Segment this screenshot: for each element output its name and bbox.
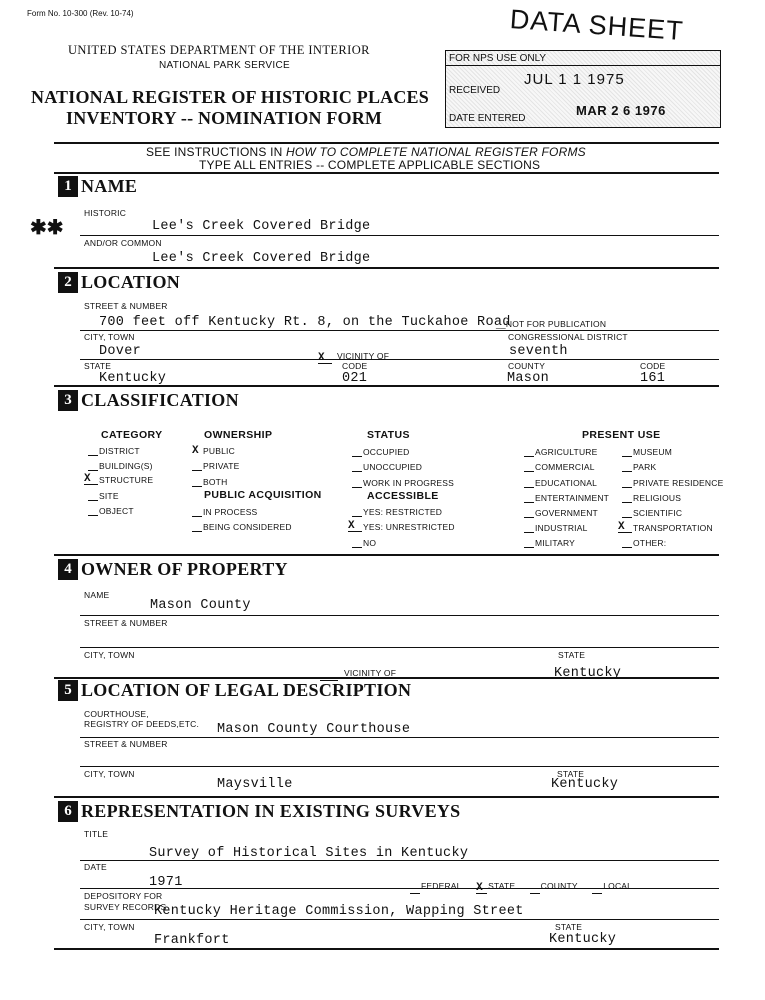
- accessible-restricted: [352, 507, 442, 517]
- courthouse-label-line2: REGISTRY OF DEEDS,ETC.: [84, 719, 200, 729]
- legal-street-label: STREET & NUMBER: [84, 739, 168, 749]
- survey-title-value: Survey of Historical Sites in Kentucky: [149, 846, 469, 861]
- city-town-label: CITY, TOWN: [84, 332, 135, 342]
- use-other: [622, 538, 666, 548]
- use-military-label: MILITARY: [535, 538, 576, 548]
- use-military: [524, 538, 575, 548]
- use-government-label: GOVERNMENT: [535, 508, 598, 518]
- section-5-title: LOCATION OF LEGAL DESCRIPTION: [81, 680, 412, 700]
- legal-city-label: CITY, TOWN: [84, 769, 135, 779]
- accessible-no: [352, 538, 376, 548]
- courthouse-value: Mason County Courthouse: [217, 722, 411, 737]
- use-museum: [622, 447, 672, 457]
- category-district-label: DISTRICT: [99, 446, 140, 456]
- depository-value: Kentucky Heritage Commission, Wapping Street: [154, 904, 524, 919]
- present-use-header: PRESENT USE: [582, 429, 661, 441]
- state-code-label: CODE: [342, 361, 368, 371]
- status-occupied: [352, 447, 409, 457]
- ownership-private-label: PRIVATE: [203, 461, 240, 471]
- use-government: [524, 508, 598, 518]
- acquisition-being-considered: [192, 522, 292, 532]
- accessible-header: ACCESSIBLE: [367, 490, 439, 502]
- owner-state-label: STATE: [558, 650, 586, 660]
- category-object: [88, 506, 134, 516]
- use-private-residence: [622, 478, 723, 488]
- section-3-number: 3: [58, 390, 78, 411]
- acquisition-in-process-label: IN PROCESS: [203, 507, 258, 517]
- form-title-line2: INVENTORY -- NOMINATION FORM: [66, 108, 383, 128]
- accessible-unrestricted-check: X: [348, 522, 362, 532]
- use-educational-check: [524, 478, 534, 488]
- use-commercial-check: [524, 462, 534, 472]
- use-entertainment-check: [524, 493, 534, 503]
- data-sheet-stamp: DATA SHEET: [508, 4, 685, 47]
- survey-state-value: Kentucky: [549, 932, 617, 947]
- accessible-no-label: NO: [363, 538, 377, 548]
- use-museum-check: [622, 447, 632, 457]
- use-entertainment-label: ENTERTAINMENT: [535, 493, 610, 503]
- date-entered-label: DATE ENTERED: [449, 113, 526, 124]
- status-work-in-progress-check: [352, 478, 362, 488]
- local-option-label: LOCAL: [603, 881, 633, 891]
- use-park-check: [622, 462, 632, 472]
- common-name-value: Lee's Creek Covered Bridge: [152, 251, 371, 266]
- use-private-residence-check: [622, 478, 632, 488]
- use-agriculture-label: AGRICULTURE: [535, 447, 598, 457]
- status-unoccupied-check: [352, 462, 362, 472]
- handwritten-asterisks: ✱✱: [30, 217, 64, 239]
- federal-label: FEDERAL: [421, 881, 462, 891]
- use-private-residence-label: PRIVATE RESIDENCE: [633, 478, 724, 488]
- use-museum-label: MUSEUM: [633, 447, 672, 457]
- depository-label-line1: DEPOSITORY FOR: [84, 891, 163, 901]
- use-industrial-label: INDUSTRIAL: [535, 523, 588, 533]
- owner-name-label: NAME: [84, 590, 110, 600]
- category-site: [88, 491, 119, 501]
- acquisition-in-process: [192, 507, 257, 517]
- use-religious: [622, 493, 681, 503]
- acquisition-being-considered-check: [192, 522, 202, 532]
- federal-check: [410, 884, 420, 894]
- legal-state-label: STATE: [557, 769, 585, 779]
- historic-name-value: Lee's Creek Covered Bridge: [152, 219, 371, 234]
- section-4-number: 4: [58, 559, 78, 580]
- section-3-header: [58, 390, 239, 411]
- common-name-label: AND/OR COMMON: [84, 238, 162, 248]
- street-number-value: 700 feet off Kentucky Rt. 8, on the Tuckahoe Road: [99, 315, 511, 330]
- use-transportation-check: X: [618, 523, 632, 533]
- use-park: [622, 462, 656, 472]
- city-town-value: Dover: [99, 344, 142, 359]
- nps-use-box: [445, 50, 721, 128]
- survey-city-label: CITY, TOWN: [84, 922, 135, 932]
- use-agriculture-check: [524, 447, 534, 457]
- depository-label-line2: SURVEY RECORDS: [84, 902, 167, 912]
- legal-city-value: Maysville: [217, 777, 293, 792]
- section-4-title: OWNER OF PROPERTY: [81, 559, 288, 579]
- instructions-guide-title: HOW TO COMPLETE NATIONAL REGISTER FORMS: [286, 145, 586, 159]
- survey-date-label: DATE: [84, 862, 107, 872]
- category-object-check: [88, 506, 98, 516]
- state-value: Kentucky: [99, 371, 167, 386]
- ownership-header: OWNERSHIP: [204, 429, 273, 441]
- legal-state-value: Kentucky: [551, 777, 619, 792]
- date-entered-value: MAR 2 6 1976: [576, 103, 666, 118]
- category-district-check: [88, 446, 98, 456]
- county-value: Mason: [507, 371, 550, 386]
- county-check: [530, 884, 540, 894]
- status-unoccupied-label: UNOCCUPIED: [363, 462, 423, 472]
- category-buildings-label: BUILDING(S): [99, 461, 153, 471]
- acquisition-in-process-check: [192, 507, 202, 517]
- section-3-title: CLASSIFICATION: [81, 390, 239, 410]
- county-code-value: 161: [640, 371, 666, 386]
- received-label: RECEIVED: [449, 85, 501, 96]
- courthouse-label-line1: COURTHOUSE,: [84, 709, 149, 719]
- status-occupied-label: OCCUPIED: [363, 447, 410, 457]
- section-1-title: NAME: [81, 176, 138, 196]
- instructions-prefix: SEE INSTRUCTIONS IN: [146, 145, 287, 159]
- section-2-title: LOCATION: [81, 272, 181, 292]
- category-buildings: [88, 461, 153, 471]
- section-6-number: 6: [58, 801, 78, 822]
- received-date: JUL 1 1 1975: [524, 71, 625, 88]
- department-name: UNITED STATES DEPARTMENT OF THE INTERIOR: [68, 43, 370, 57]
- accessible-no-check: [352, 538, 362, 548]
- status-unoccupied: [352, 462, 422, 472]
- instructions-line1: [146, 145, 586, 159]
- not-for-publication: __NOT FOR PUBLICATION: [496, 319, 607, 329]
- survey-level-options: [410, 876, 632, 894]
- state-option-label: STATE: [488, 881, 516, 891]
- congressional-district-value: seventh: [509, 344, 568, 359]
- owner-vicinity-label: VICINITY OF: [344, 668, 397, 678]
- ownership-both: [192, 477, 227, 487]
- survey-title-label: TITLE: [84, 829, 109, 839]
- state-check: X: [476, 884, 487, 894]
- use-educational: [524, 478, 597, 488]
- status-work-in-progress-label: WORK IN PROGRESS: [363, 478, 455, 488]
- use-industrial-check: [524, 523, 534, 533]
- use-entertainment: [524, 493, 609, 503]
- use-scientific-check: [622, 508, 632, 518]
- ownership-both-check: [192, 477, 202, 487]
- use-transportation-label: TRANSPORTATION: [633, 523, 713, 533]
- owner-city-label: CITY, TOWN: [84, 650, 135, 660]
- use-military-check: [524, 538, 534, 548]
- survey-state-label: STATE: [555, 922, 583, 932]
- survey-city-value: Frankfort: [154, 933, 230, 948]
- form-title-line1: NATIONAL REGISTER OF HISTORIC PLACES: [31, 87, 429, 107]
- survey-date-value: 1971: [149, 875, 183, 890]
- acquisition-being-considered-label: BEING CONSIDERED: [203, 522, 292, 532]
- ownership-public-label: PUBLIC: [203, 446, 235, 456]
- status-header: STATUS: [367, 429, 410, 441]
- state-label: STATE: [84, 361, 112, 371]
- public-acquisition-header: PUBLIC ACQUISITION: [204, 489, 322, 501]
- local-check: [592, 884, 602, 894]
- ownership-both-label: BOTH: [203, 477, 228, 487]
- use-commercial-label: COMMERCIAL: [535, 462, 595, 472]
- vicinity-of-label: VICINITY OF: [337, 351, 390, 361]
- use-government-check: [524, 508, 534, 518]
- accessible-restricted-check: [352, 507, 362, 517]
- county-label: COUNTY: [508, 361, 546, 371]
- category-site-label: SITE: [99, 491, 119, 501]
- use-religious-label: RELIGIOUS: [633, 493, 682, 503]
- section-6-header: [58, 801, 461, 822]
- section-1-header: [58, 176, 137, 197]
- street-number-label: STREET & NUMBER: [84, 301, 168, 311]
- use-commercial: [524, 462, 595, 472]
- congressional-district-label: CONGRESSIONAL DISTRICT: [508, 332, 628, 342]
- category-structure: [84, 475, 153, 485]
- category-object-label: OBJECT: [99, 506, 134, 516]
- nps-box-title: FOR NPS USE ONLY: [449, 53, 547, 64]
- section-4-header: [58, 559, 288, 580]
- use-scientific-label: SCIENTIFIC: [633, 508, 683, 518]
- use-other-check: [622, 538, 632, 548]
- use-scientific: [622, 508, 682, 518]
- ownership-private: [192, 461, 240, 471]
- category-structure-check: X: [84, 475, 98, 485]
- state-code-value: 021: [342, 371, 368, 386]
- section-6-title: REPRESENTATION IN EXISTING SURVEYS: [81, 801, 461, 821]
- owner-street-label: STREET & NUMBER: [84, 618, 168, 628]
- section-2-number: 2: [58, 272, 78, 293]
- use-educational-label: EDUCATIONAL: [535, 478, 598, 488]
- county-code-label: CODE: [640, 361, 666, 371]
- historic-label: HISTORIC: [84, 208, 127, 218]
- use-agriculture: [524, 447, 598, 457]
- category-buildings-check: [88, 461, 98, 471]
- status-occupied-check: [352, 447, 362, 457]
- form-number: Form No. 10-300 (Rev. 10-74): [27, 9, 134, 18]
- status-work-in-progress: [352, 478, 454, 488]
- use-religious-check: [622, 493, 632, 503]
- use-industrial: [524, 523, 588, 533]
- section-1-number: 1: [58, 176, 78, 197]
- category-structure-label: STRUCTURE: [99, 475, 154, 485]
- county-option-label: COUNTY: [540, 881, 578, 891]
- use-park-label: PARK: [633, 462, 657, 472]
- ownership-private-check: [192, 461, 202, 471]
- ownership-public: [192, 446, 235, 456]
- section-5-number: 5: [58, 680, 78, 701]
- vicinity-checkmark: X: [318, 354, 332, 364]
- owner-name-value: Mason County: [150, 598, 251, 613]
- accessible-unrestricted-label: YES: UNRESTRICTED: [363, 522, 455, 532]
- instructions-line2: TYPE ALL ENTRIES -- COMPLETE APPLICABLE SECTIONS: [199, 158, 541, 172]
- use-transportation: [618, 523, 713, 533]
- category-site-check: [88, 491, 98, 501]
- section-5-header: [58, 680, 411, 701]
- category-header: CATEGORY: [101, 429, 163, 441]
- accessible-restricted-label: YES: RESTRICTED: [363, 507, 443, 517]
- accessible-unrestricted: [348, 522, 455, 532]
- service-name: NATIONAL PARK SERVICE: [159, 60, 290, 71]
- category-district: [88, 446, 140, 456]
- use-other-label: OTHER:: [633, 538, 667, 548]
- ownership-public-check: X: [192, 445, 199, 457]
- owner-state-value: Kentucky: [554, 666, 622, 681]
- section-2-header: [58, 272, 180, 293]
